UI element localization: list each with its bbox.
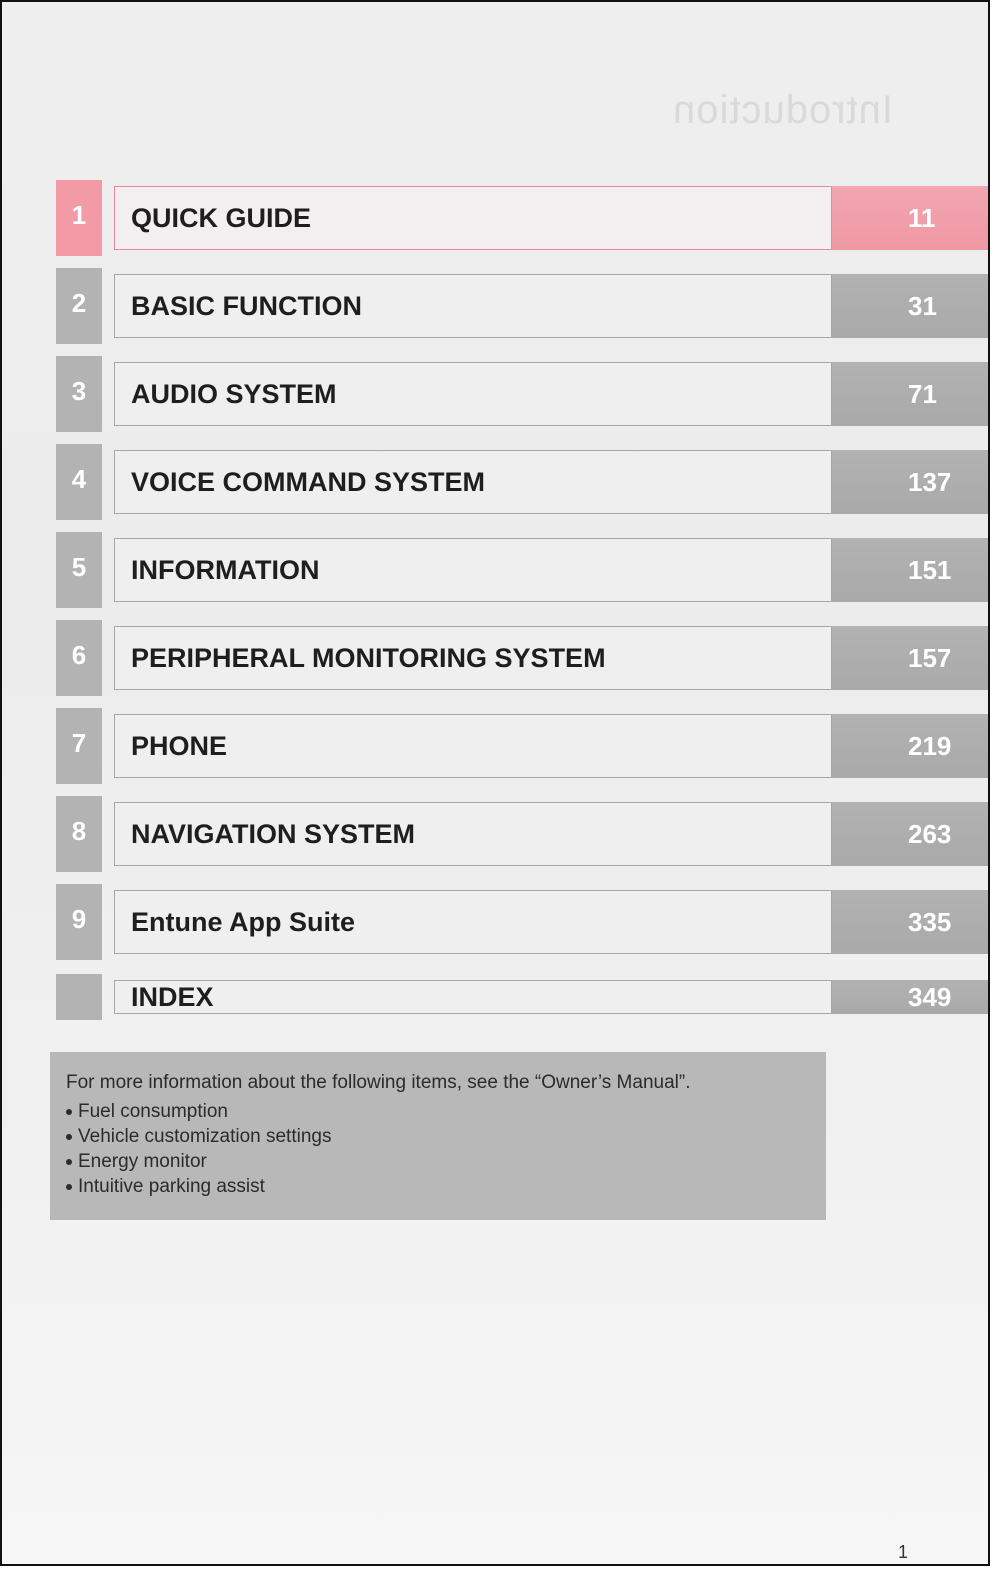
chapter-title: NAVIGATION SYSTEM [131, 818, 416, 849]
chapter-title-box [114, 626, 832, 690]
chapter-page-tab: 71 [832, 362, 990, 426]
toc-row-voice-command-system[interactable] [2, 444, 990, 520]
list-item: Intuitive parking assist [66, 1175, 810, 1198]
toc-row-quick-guide[interactable] [2, 180, 990, 256]
chapter-number-tab: 2 [56, 268, 102, 344]
note-list [66, 1100, 810, 1198]
chapter-number-tab: 1 [56, 180, 102, 256]
chapter-page-tab: 219 [832, 714, 990, 778]
chapter-number-tab: 7 [56, 708, 102, 784]
bullet-icon [66, 1109, 72, 1115]
toc-row-peripheral-monitoring-system[interactable] [2, 620, 990, 696]
bleed-through-title: Introduction [672, 88, 894, 132]
chapter-page-tab: 31 [832, 274, 990, 338]
chapter-page-tab: 151 [832, 538, 990, 602]
chapter-title-box [114, 890, 832, 954]
chapter-number-tab: 5 [56, 532, 102, 608]
chapter-number-tab: 4 [56, 444, 102, 520]
chapter-title: PERIPHERAL MONITORING SYSTEM [131, 642, 606, 673]
chapter-page-tab: 157 [832, 626, 990, 690]
chapter-page-tab: 335 [832, 890, 990, 954]
list-item: Vehicle customization settings [66, 1125, 810, 1148]
chapter-number-tab: 8 [56, 796, 102, 872]
chapter-page-tab: 11 [832, 186, 990, 250]
list-item: Fuel consumption [66, 1100, 810, 1123]
chapter-title: QUICK GUIDE [131, 202, 312, 233]
chapter-title: VOICE COMMAND SYSTEM [131, 466, 486, 497]
page-number: 1 [898, 1542, 909, 1562]
chapter-title: AUDIO SYSTEM [131, 378, 337, 409]
chapter-title: BASIC FUNCTION [131, 290, 362, 321]
chapter-page-tab: 349 [832, 980, 990, 1014]
chapter-number-tab: 6 [56, 620, 102, 696]
chapter-title-box [114, 450, 832, 514]
toc-row-phone[interactable] [2, 708, 990, 784]
chapter-title: Entune App Suite [131, 906, 355, 937]
chapter-page-tab: 263 [832, 802, 990, 866]
toc-row-audio-system[interactable] [2, 356, 990, 432]
chapter-title: INDEX [131, 981, 214, 1012]
chapter-title: PHONE [131, 730, 228, 761]
note-intro: For more information about the following items, see the “Owner’s Manual”. [66, 1072, 691, 1093]
chapter-title-box [114, 274, 832, 338]
toc-row-navigation-system[interactable] [2, 796, 990, 872]
owners-manual-note [50, 1052, 826, 1220]
chapter-title-box [114, 186, 832, 250]
bullet-icon [66, 1159, 72, 1165]
chapter-title: INFORMATION [131, 554, 320, 585]
toc-row-basic-function[interactable] [2, 268, 990, 344]
toc-row-entune-app-suite[interactable] [2, 884, 990, 960]
chapter-title-box [114, 538, 832, 602]
chapter-number-tab: 9 [56, 884, 102, 960]
chapter-page-tab: 137 [832, 450, 990, 514]
bullet-icon [66, 1184, 72, 1190]
chapter-title-box [114, 980, 832, 1014]
chapter-title-box [114, 802, 832, 866]
chapter-number-tab [56, 974, 102, 1020]
chapter-number-tab: 3 [56, 356, 102, 432]
chapter-title-box [114, 362, 832, 426]
toc-row-index[interactable] [2, 974, 990, 1020]
chapter-title-box [114, 714, 832, 778]
bullet-icon [66, 1134, 72, 1140]
list-item: Energy monitor [66, 1150, 810, 1173]
toc-row-information[interactable] [2, 532, 990, 608]
